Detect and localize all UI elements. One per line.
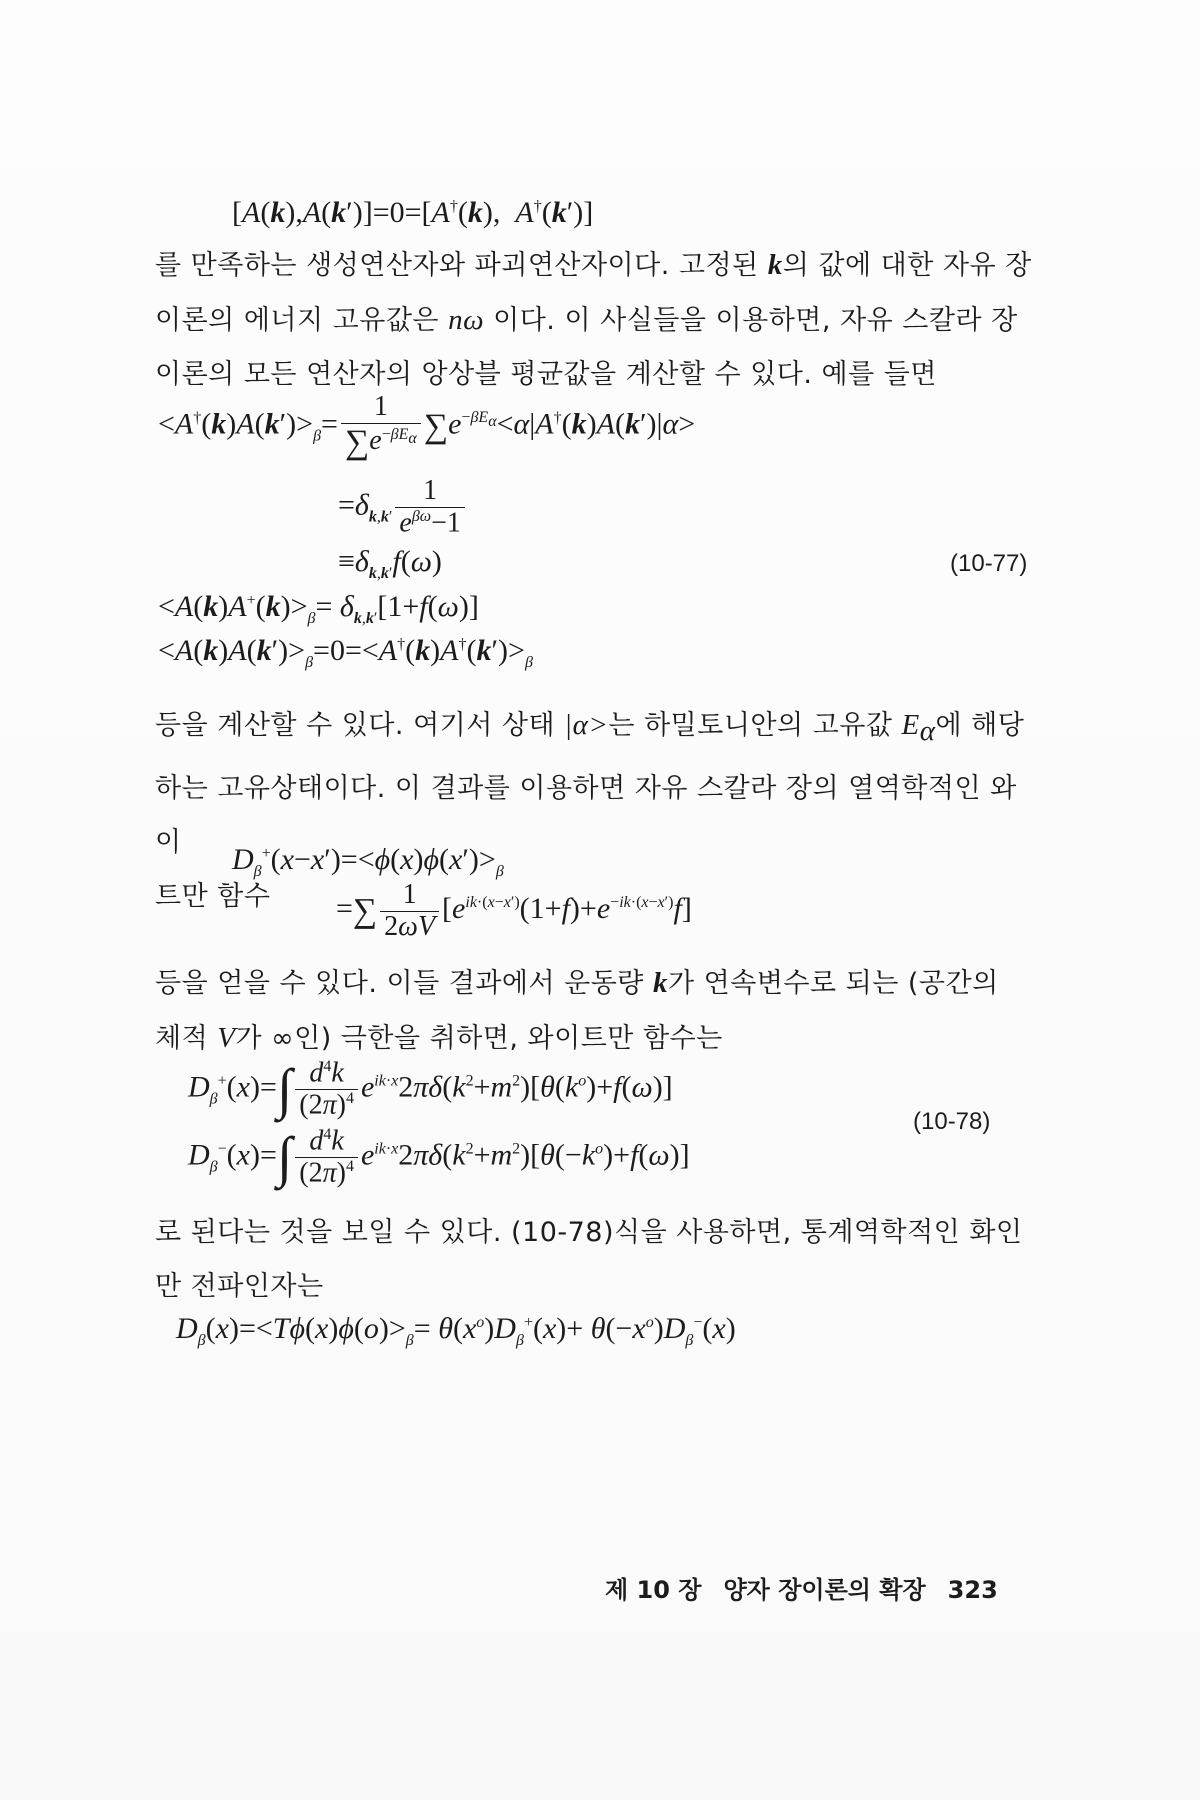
page-number: 323 [947,1576,998,1604]
paragraph-4: 로 된다는 것을 보일 수 있다. (10-78)식을 사용하면, 통계역학적인 화인 만 전파인자는 [155,1217,1023,1302]
wightman-sum-equation: =∑ $\frac{1}{2\omega V}$ $[e^{ik\cdot(x-x')}(1+f)+e^{-ik\cdot(x-x')}f]$ [336,879,692,942]
commutator-equation: [A(k),A(k′)]=0=[A†(k), A†(k′)] [232,196,594,229]
a-adagger-equation: $<A(k)A^+(k)>_\beta= \delta_{k,k'}[1+f(\omega)]$ [158,590,479,627]
paragraph-1: 를 만족하는 생성연산자와 파괴연산자이다. 고정된 k의 값에 대한 자유 장 이론의 에너지 고유값은 nω 이다. 이 사실들을 이용하면, 자유 스칼라 장 이론의 모든 연산자의 앙상블 평균값을 계산할 수 있다. 예를 들면 [155,249,1032,390]
page-footer [605,1570,998,1605]
equation-number-10-77: (10-77) [950,550,1028,577]
wightman-minus-integral-equation: $D_\beta^-(x)=\int$ $\frac{d^4k}{(2\pi)^4}$ $e^{ik\cdot x}2\pi\delta(k^2+m^2)[\theta(-k^o)+f(\omega)]$ [188,1125,690,1189]
feynman-propagator-equation: $D_\beta(x)=<T\phi(x)\phi(o)>_\beta= \theta(x^o)D_\beta^+(x)+ \theta(-x^o)D_\beta^-(x)$ [176,1312,736,1349]
ensemble-average-equation: $<A^\dagger(k)A(k')>_\beta=$ $\frac{1}{\sum e^{-\beta E_\alpha}}$ $\sum e^{-\beta E_\alpha}<\alpha|A^\dagger(k)A(k')|\alpha>$ [158,391,696,461]
wightman-definition-equation: $D_\beta^+(x-x')=<\phi(x)\phi(x')>_\beta$ [232,843,504,880]
equation-number-10-78: (10-78) [913,1108,991,1135]
paragraph-3: 등을 얻을 수 있다. 이들 결과에서 운동량 k가 연속변수로 되는 (공간의 체적 V가 ∞인) 극한을 취하면, 와이트만 함수는 [155,967,999,1054]
wightman-plus-integral-equation: $D_\beta^+(x)=\int$ $\frac{d^4k}{(2\pi)^4}$ $e^{ik\cdot x}2\pi\delta(k^2+m^2)[\theta(k^o)+f(\omega)]$ [188,1057,673,1121]
chapter-label: 제 10 장 [605,1576,702,1604]
paragraph-2: 등을 계산할 수 있다. 여기서 상태 |α>는 하밀토니안의 고유값 $E_\alpha$에 해당 하는 고유상태이다. 이 결과를 이용하면 자유 스칼라 장의 열역학적인 와이 트만 함수 [155,709,1025,913]
chapter-title: 양자 장이론의 확장 [723,1576,926,1604]
delta-fraction-line: $=\delta_{k,k'}$ $\frac{1}{e^{\beta\omega}-1}$ [338,476,468,539]
aa-zero-equation: $<A(k)A(k')>_\beta=0=<A^\dagger(k)A^\dagger(k')>_\beta$ [158,634,533,671]
delta-f-line: $\equiv\delta_{k,k'}f(\omega)$ [338,545,442,582]
